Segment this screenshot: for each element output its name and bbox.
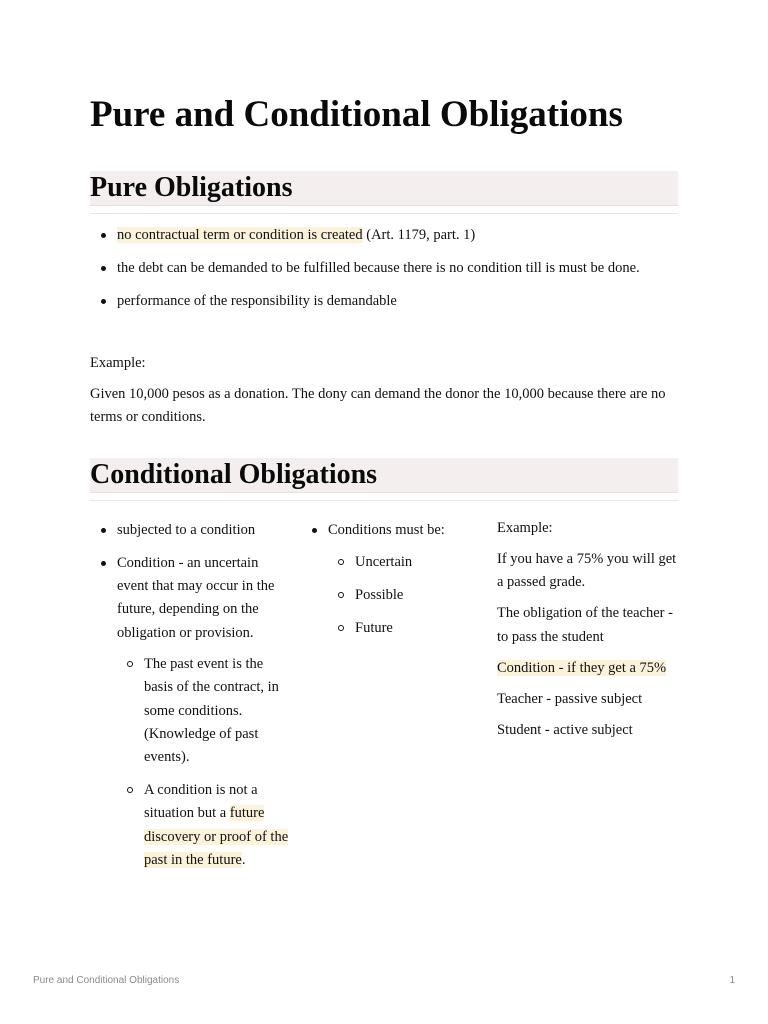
section-divider — [90, 213, 678, 214]
sub-list-item — [328, 551, 481, 574]
list-item — [90, 224, 678, 247]
conditional-column-3 — [497, 517, 678, 750]
example-line: The obligation of the teacher - to pass the student — [497, 605, 673, 645]
list-item-text: subjected to a condition — [117, 522, 256, 538]
list-item-text: Conditions must be: — [328, 522, 445, 538]
example-line-highlighted — [497, 657, 678, 680]
example-line: Student - active subject — [497, 722, 633, 739]
list-item-text: (Art. 1179, part. 1) — [362, 227, 476, 243]
conditional-column-1 — [90, 519, 290, 882]
example-line: Teacher - passive subject — [497, 690, 643, 707]
list-item — [90, 519, 290, 542]
list-item-text: Possible — [355, 587, 404, 604]
example-text: Given 10,000 pesos as a donation. The dony can demand the donor the 10,000 because there are no terms or conditions. — [90, 386, 666, 426]
page-title: Pure and Conditional Obligations — [90, 94, 623, 135]
sub-list-item — [117, 653, 290, 769]
list-item-text: the debt can be demanded to be fulfilled because there is no condition till is must be done. — [117, 259, 640, 276]
list-item — [90, 290, 678, 313]
list-item — [90, 257, 678, 280]
sub-list — [117, 653, 290, 872]
highlighted-text: Condition - if they get a 75% — [497, 659, 667, 676]
list-item-text: performance of the responsibility is demandable — [117, 292, 397, 309]
footer-page-number: 1 — [729, 975, 735, 986]
conditional-column-2 — [301, 519, 481, 650]
sub-list-item — [117, 779, 290, 872]
pure-bullet-list — [90, 224, 678, 322]
section-divider — [90, 500, 678, 501]
list-item-text: . — [241, 851, 246, 868]
highlighted-text: no contractual term or condition is created — [117, 227, 363, 243]
pure-heading: Pure Obligations — [90, 172, 293, 203]
sub-list-item — [328, 584, 481, 607]
list-item-text: Uncertain — [355, 554, 413, 571]
section-heading-conditional — [90, 458, 678, 493]
list-item — [301, 519, 481, 640]
list-item-text: The past event is the basis of the contract, in some conditions. (Knowledge of past events). — [144, 655, 279, 766]
example-label: Example: — [90, 355, 146, 371]
list-item-text: Future — [355, 619, 393, 636]
sub-list-item — [328, 617, 481, 640]
footer-doc-title: Pure and Conditional Obligations — [33, 975, 180, 986]
sub-list — [328, 551, 481, 640]
example-line: If you have a 75% you will get a passed grade. — [497, 551, 677, 591]
list-item-text: A condition is not a situation but a — [144, 781, 258, 822]
conditional-heading: Conditional Obligations — [90, 459, 378, 490]
highlighted-text: future discovery or proof of the past in the future — [144, 805, 289, 868]
example-label: Example: — [497, 520, 553, 536]
list-item-text: Condition - an uncertain event that may occur in the future, depending on the obligation or provision. — [117, 554, 275, 641]
section-heading-pure — [90, 171, 678, 206]
list-item — [90, 552, 290, 872]
